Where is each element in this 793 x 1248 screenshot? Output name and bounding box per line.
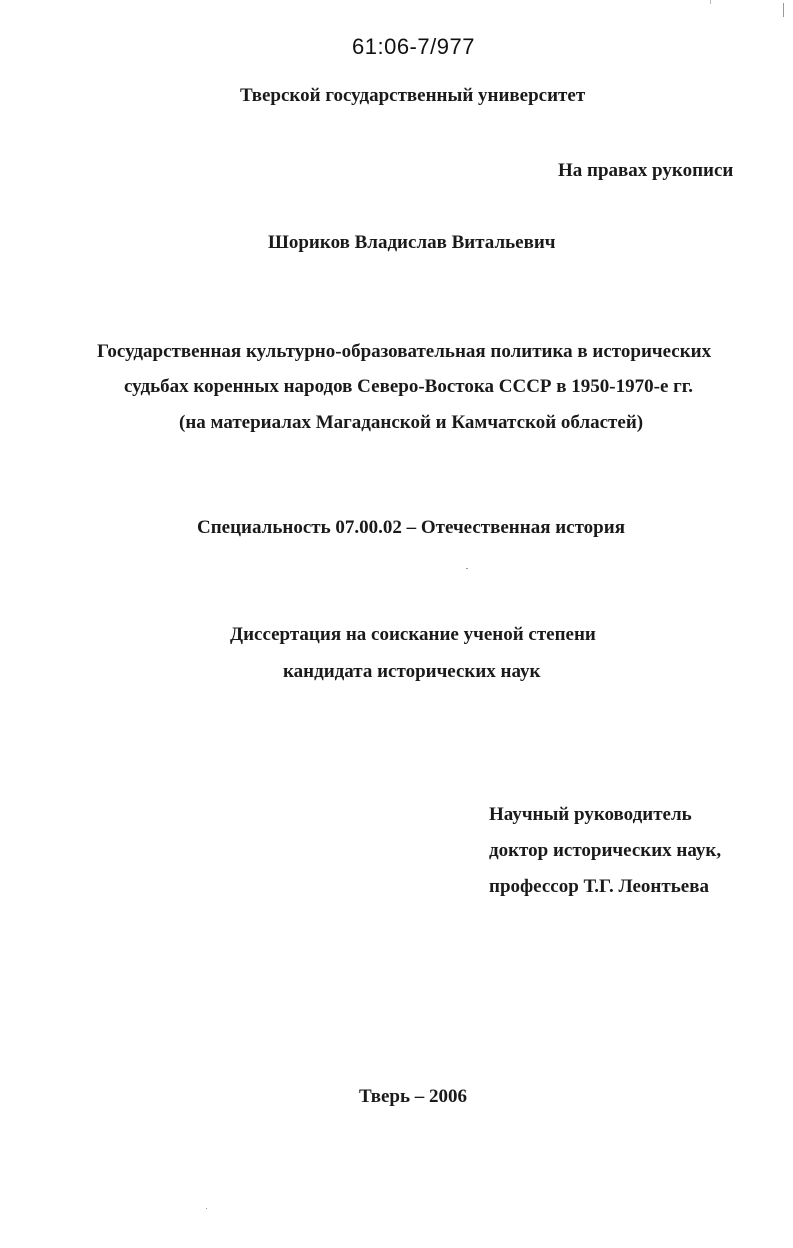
degree-line-1: Диссертация на соискание ученой степени	[230, 624, 596, 645]
supervisor-line-3: профессор Т.Г. Леонтьева	[489, 876, 709, 897]
scan-artifact	[783, 3, 784, 17]
author-name: Шориков Владислав Витальевич	[268, 232, 556, 253]
title-line-2: судьбах коренных народов Северо-Востока СССР в 1950-1970-е гг.	[124, 376, 693, 397]
scan-artifact	[206, 1208, 207, 1209]
supervisor-line-2: доктор исторических наук,	[489, 840, 722, 861]
title-line-1: Государственная культурно-образовательная политика в исторических	[97, 341, 712, 362]
university-name: Тверской государственный университет	[240, 85, 586, 106]
degree-line-2: кандидата исторических наук	[283, 661, 541, 682]
scan-artifact	[710, 0, 711, 4]
manuscript-rights: На правах рукописи	[558, 160, 734, 181]
title-line-3: (на материалах Магаданской и Камчатской областей)	[179, 412, 644, 433]
specialty: Специальность 07.00.02 – Отечественная история	[197, 517, 625, 538]
archive-code: 61:06-7/977	[352, 34, 475, 59]
city-year: Тверь – 2006	[359, 1086, 468, 1107]
scan-artifact	[466, 568, 468, 569]
supervisor-line-1: Научный руководитель	[489, 804, 692, 825]
